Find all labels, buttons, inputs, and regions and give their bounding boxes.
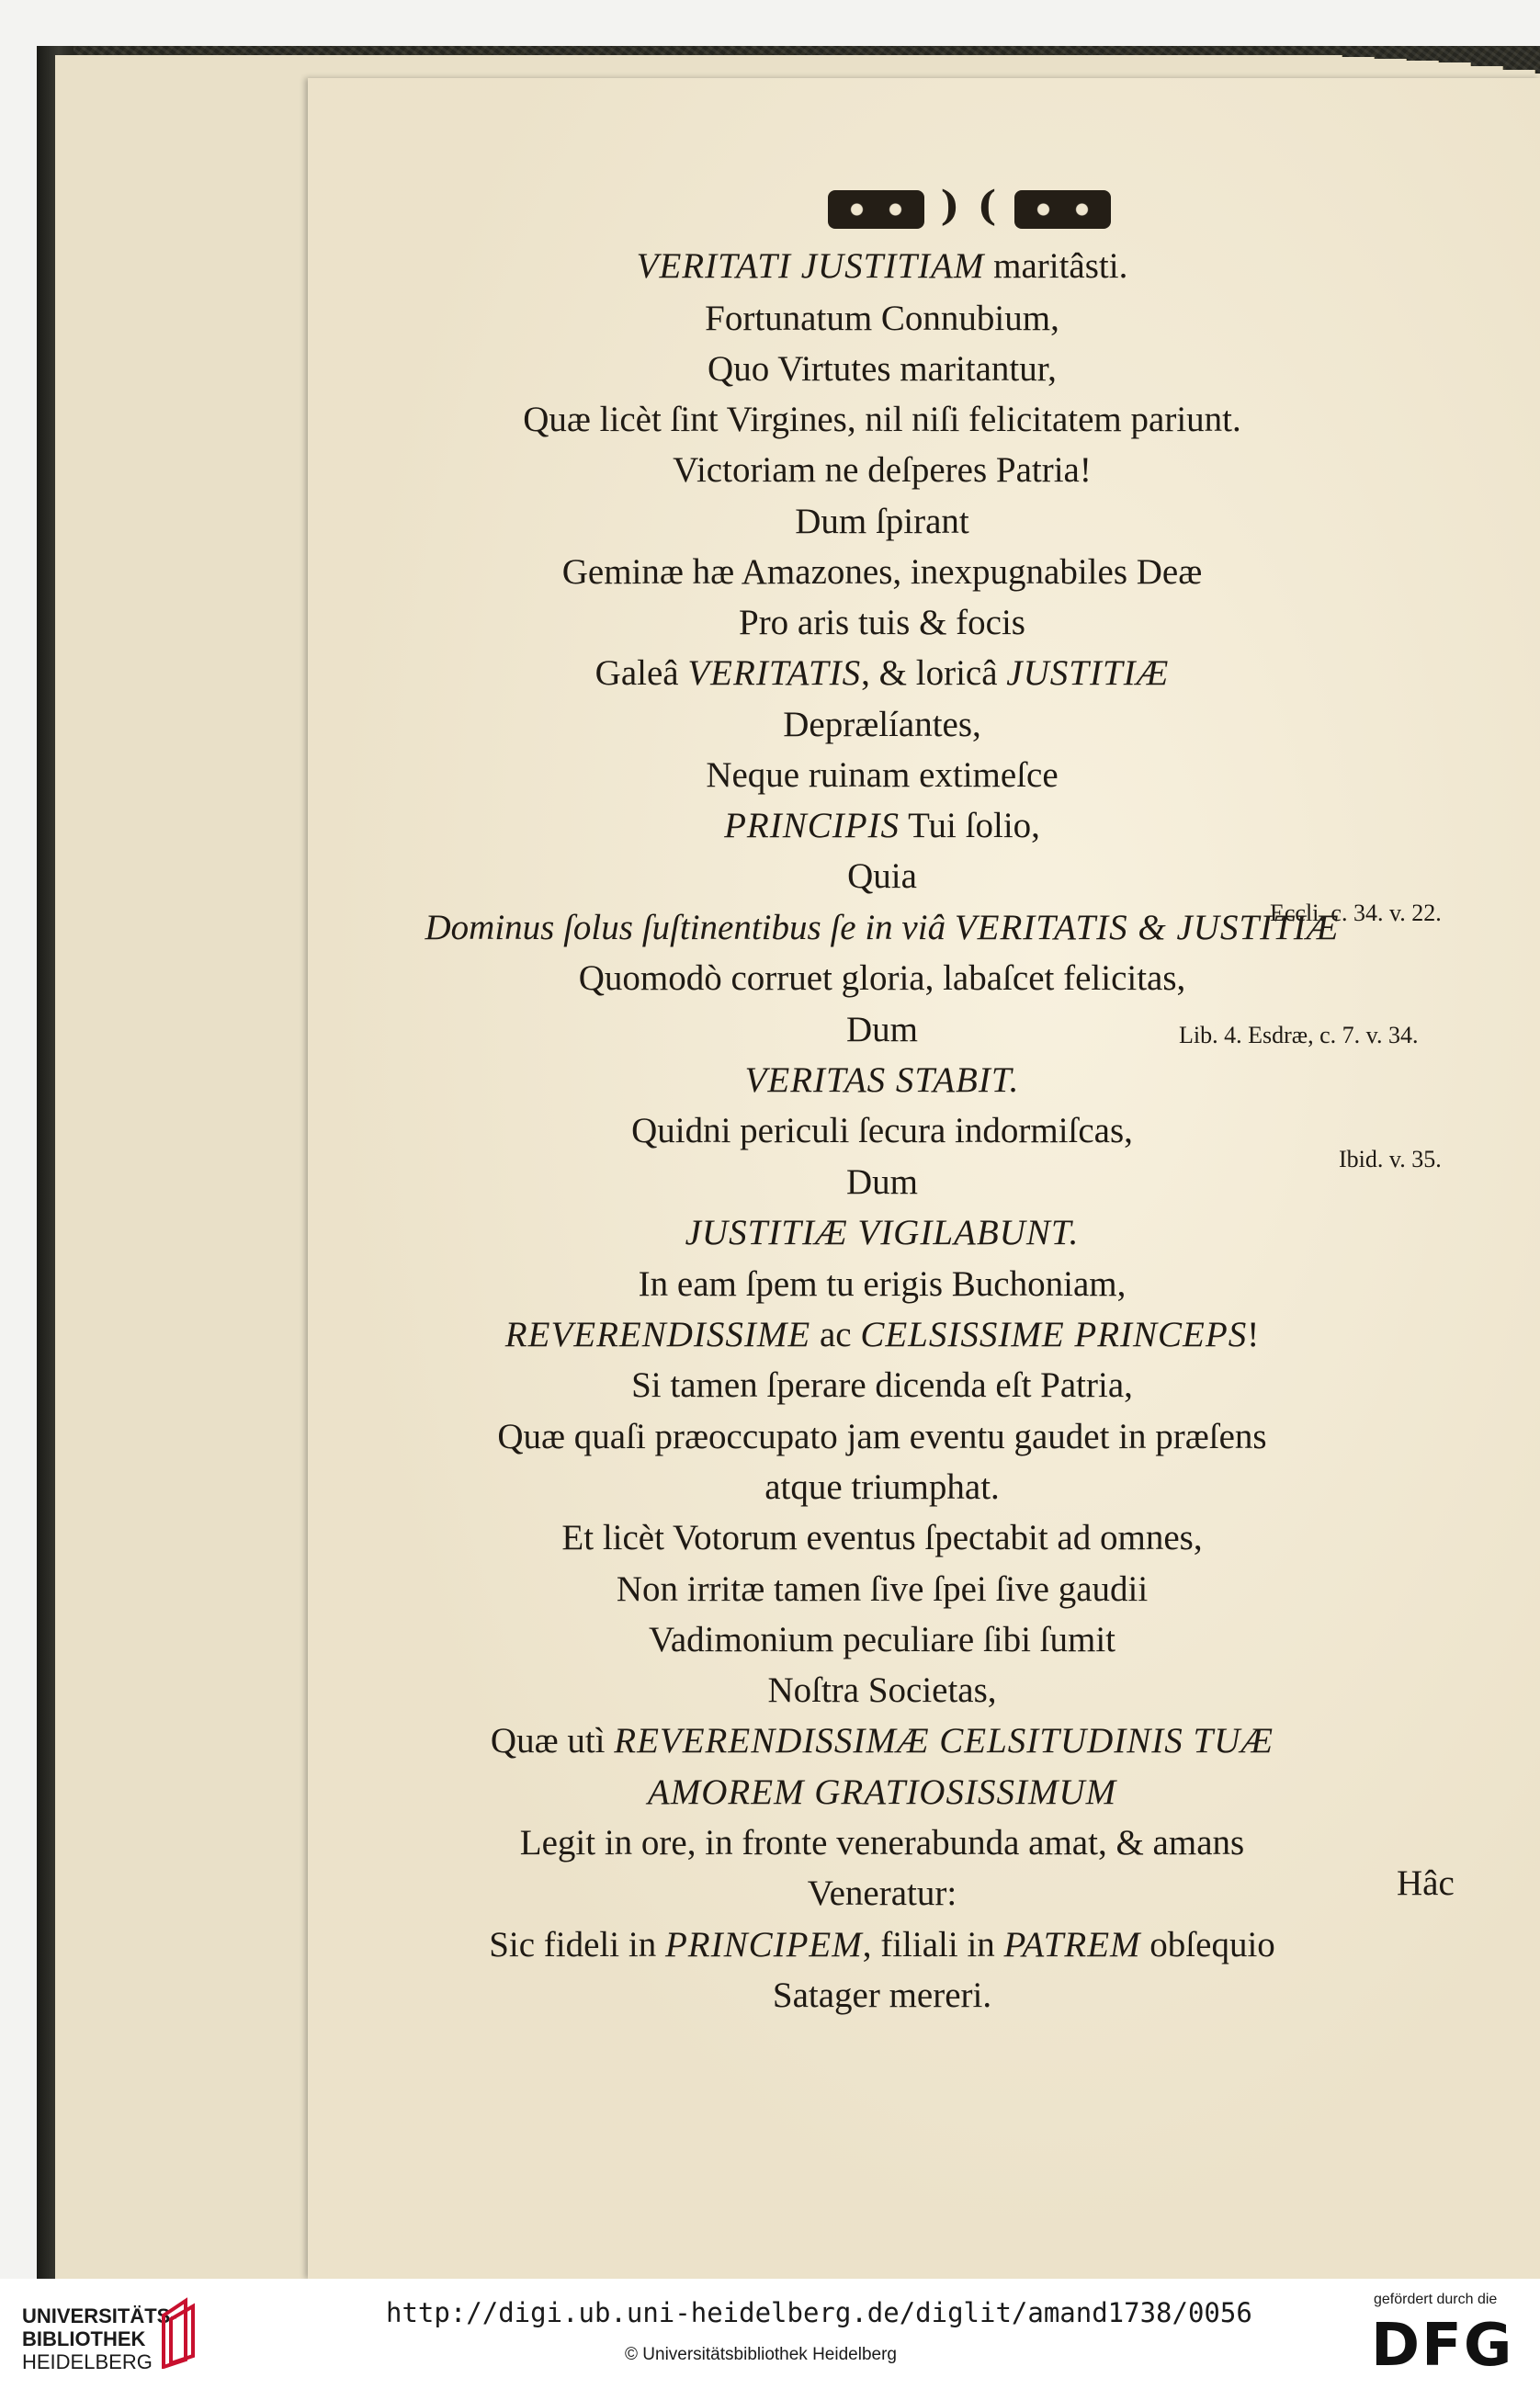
text-span: REVERENDISSIMÆ CELSITUDINIS TUÆ bbox=[614, 1721, 1274, 1761]
text-line bbox=[308, 447, 1456, 493]
text-line bbox=[308, 1058, 1456, 1104]
catchword: Hâc bbox=[1397, 1863, 1455, 1903]
text-line bbox=[308, 1363, 1456, 1409]
text-span: , filiali in bbox=[862, 1925, 1004, 1964]
text-line bbox=[308, 397, 1456, 443]
text-span: Sic fideli in bbox=[489, 1925, 665, 1964]
text-span: Si tamen ſperare dicenda eſt Patria, bbox=[631, 1365, 1133, 1405]
text-span: Galeâ bbox=[594, 653, 688, 693]
text-span: Quæ utì bbox=[490, 1721, 615, 1761]
text-span: VERITATI JUSTITIAM bbox=[636, 246, 985, 286]
text-span: REVERENDISSIME bbox=[504, 1315, 811, 1354]
dfg-logo[interactable]: DFG bbox=[1371, 2312, 1514, 2380]
text-span: Tui ſolio, bbox=[900, 806, 1040, 845]
text-span: VERITAS STABIT. bbox=[744, 1060, 1020, 1100]
text-span: Quia bbox=[847, 856, 917, 896]
logo-line: HEIDELBERG bbox=[22, 2350, 153, 2373]
text-span: PRINCIPIS bbox=[724, 806, 900, 845]
text-line bbox=[308, 1312, 1456, 1358]
text-line bbox=[308, 1210, 1456, 1256]
text-span: Satager mereri. bbox=[772, 1976, 992, 2015]
text-line bbox=[308, 1160, 1456, 1206]
text-line bbox=[308, 803, 1456, 849]
text-span: PRINCIPEM bbox=[664, 1925, 863, 1964]
permalink-url[interactable]: http://digi.ub.uni-heidelberg.de/diglit/amand1738/0056 bbox=[386, 2297, 1252, 2328]
text-span: ac bbox=[810, 1315, 861, 1354]
margin-note-esdrae: Lib. 4. Esdræ, c. 7. v. 34. bbox=[1179, 1022, 1419, 1048]
ornament-left-icon bbox=[828, 190, 924, 229]
text-line bbox=[308, 1617, 1456, 1663]
text-span: AMOREM GRATIOSISSIMUM bbox=[647, 1772, 1117, 1812]
logo-line: BIBLIOTHEK bbox=[22, 2327, 146, 2350]
text-span: Dum bbox=[846, 1162, 918, 1202]
text-span: Victoriam ne deſperes Patria! bbox=[673, 450, 1092, 490]
text-line bbox=[308, 854, 1456, 900]
text-span: VERITATIS bbox=[687, 653, 862, 693]
text-span: Dum bbox=[846, 1010, 918, 1049]
text-span: Dominus ſolus ſuſtinentibus ſe in viâ bbox=[425, 908, 955, 947]
text-span: ! bbox=[1247, 1315, 1260, 1354]
text-span: PATREM bbox=[1003, 1925, 1141, 1964]
text-span: In eam ſpem tu erigis Buchoniam, bbox=[638, 1264, 1127, 1304]
text-span: Quæ licèt ſint Virgines, nil niſi felicitatem pariunt. bbox=[523, 400, 1241, 439]
text-span: Quomodò corruet gloria, labaſcet felicitas, bbox=[578, 958, 1186, 998]
margin-note-ibid: Ibid. v. 35. bbox=[1339, 1146, 1442, 1172]
text-span: Deprælíantes, bbox=[783, 705, 981, 744]
text-span: , & loricâ bbox=[861, 653, 1007, 693]
text-line bbox=[308, 1668, 1456, 1714]
text-span: Vadimonium peculiare ſibi ſumit bbox=[649, 1620, 1115, 1659]
text-line bbox=[308, 753, 1456, 798]
text-line bbox=[308, 702, 1456, 748]
text-span: atque triumphat. bbox=[764, 1467, 1000, 1507]
text-span: CELSISSIME PRINCEPS bbox=[860, 1315, 1248, 1354]
funded-by-label: gefördert durch die bbox=[1374, 2292, 1498, 2307]
text-line bbox=[308, 346, 1456, 392]
text-span: Quæ quaſi præoccupato jam eventu gaudet in præſens bbox=[497, 1417, 1267, 1456]
text-line bbox=[308, 1567, 1456, 1613]
ub-heidelberg-logo[interactable] bbox=[22, 2304, 177, 2373]
text-span: Quo Virtutes maritantur, bbox=[708, 349, 1057, 389]
text-line bbox=[308, 1262, 1456, 1308]
header-ornament: ) ( bbox=[818, 179, 1121, 234]
ub-logo-icon bbox=[158, 2295, 202, 2369]
text-line bbox=[308, 956, 1456, 1002]
ornament-right-icon bbox=[1014, 190, 1111, 229]
text-span: obſequio bbox=[1140, 1925, 1275, 1964]
text-span: VERITATIS & JUSTITIÆ bbox=[954, 908, 1340, 947]
text-line bbox=[308, 651, 1456, 696]
text-span: Dum ſpirant bbox=[795, 502, 969, 541]
text-span: Pro aris tuis & focis bbox=[739, 603, 1025, 642]
margin-note-eccli: Eccli. c. 34. v. 22. bbox=[1270, 900, 1442, 926]
text-line bbox=[308, 1108, 1456, 1154]
text-span: Legit in ore, in fronte venerabunda amat, & amans bbox=[519, 1823, 1245, 1863]
copyright-notice: © Universitätsbibliothek Heidelberg bbox=[625, 2345, 897, 2364]
text-span: Neque ruinam extimeſce bbox=[706, 755, 1059, 795]
text-line bbox=[308, 1718, 1456, 1764]
text-line bbox=[308, 296, 1456, 342]
text-line bbox=[308, 1871, 1456, 1917]
text-span: JUSTITIÆ VIGILABUNT. bbox=[685, 1213, 1080, 1252]
text-span: Noſtra Societas, bbox=[767, 1670, 997, 1710]
text-span: Quidni periculi ſecura indormiſcas, bbox=[631, 1111, 1133, 1150]
text-line bbox=[308, 1515, 1456, 1561]
text-line bbox=[308, 1973, 1456, 2019]
logo-line: UNIVERSITÄTS- bbox=[22, 2304, 177, 2327]
footer-bar bbox=[0, 2279, 1540, 2389]
text-span: Fortunatum Connubium, bbox=[705, 299, 1059, 338]
text-span: Veneratur: bbox=[807, 1874, 957, 1913]
text-span: Et licèt Votorum eventus ſpectabit ad omnes, bbox=[561, 1518, 1203, 1557]
text-line bbox=[308, 600, 1456, 646]
text-span: Non irritæ tamen ſive ſpei ſive gaudii bbox=[616, 1569, 1149, 1609]
text-line bbox=[308, 1414, 1456, 1460]
text-line bbox=[308, 1820, 1456, 1866]
text-span: Geminæ hæ Amazones, inexpugnabiles Deæ bbox=[561, 552, 1203, 592]
text-line bbox=[308, 243, 1456, 289]
text-line bbox=[308, 549, 1456, 595]
text-line bbox=[308, 1922, 1456, 1968]
text-span: JUSTITIÆ bbox=[1006, 653, 1170, 693]
text-span: maritâsti. bbox=[984, 246, 1128, 286]
text-line bbox=[308, 1770, 1456, 1816]
text-line bbox=[308, 1465, 1456, 1511]
text-line bbox=[308, 499, 1456, 545]
